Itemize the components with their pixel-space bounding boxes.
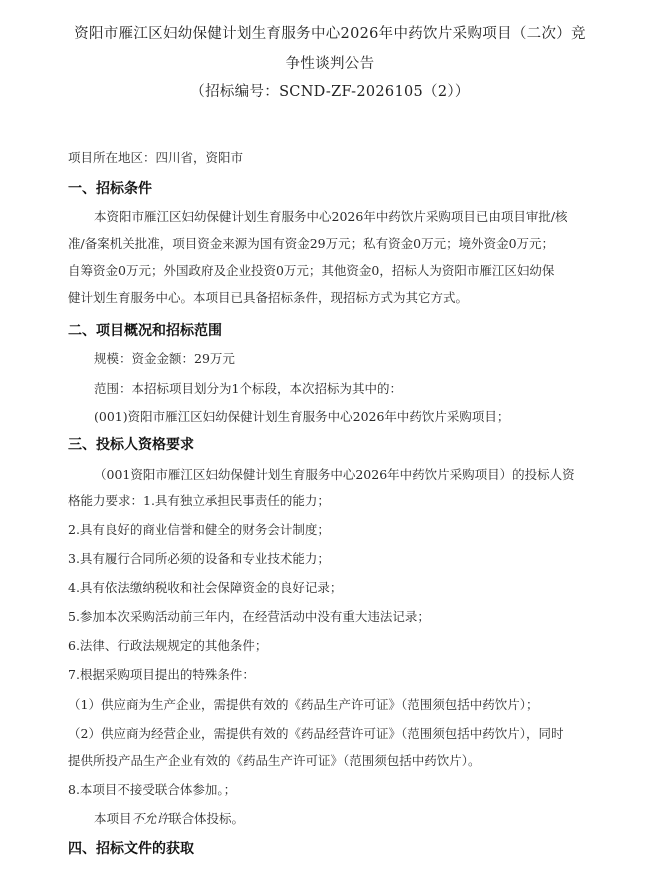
requirement-7-2-line-2: 提供所投产品生产企业有效的《药品生产许可证》（范围须包括中药饮片）。 [68,753,481,768]
consortium-note-post: 联合体投标。 [169,811,245,826]
section-3-heading: 三、投标人资格要求 [68,437,194,453]
qualification-intro-1: （001资阳市雁江区妇幼保健计划生育服务中心2026年中药饮片采购项目）的投标人资 [94,467,575,482]
lot-item: (001)资阳市雁江区妇幼保健计划生育服务中心2026年中药饮片采购项目； [94,409,510,424]
requirement-7-2-line-1: （2）供应商为经营企业，需提供有效的《药品经营许可证》（范围须包括中药饮片），同时 [68,726,564,741]
section-1-line-4: 健计划生育服务中心。本项目已具备招标条件，现招标方式为其它方式。 [68,290,469,305]
requirement-6: 6.法律、行政法规规定的其他条件； [68,638,268,653]
section-1-line-3: 自筹资金0万元；外国政府及企业投资0万元；其他资金0，招标人为资阳市雁江区妇幼保 [68,263,555,278]
section-4-heading: 四、招标文件的获取 [68,841,194,857]
project-location: 项目所在地区：四川省，资阳市 [68,150,244,165]
section-1-heading: 一、招标条件 [68,181,152,197]
consortium-note [94,810,634,828]
tender-number: （招标编号：SCND-ZF-2026105（2）） [190,84,470,100]
requirement-7-1: （1）供应商为生产企业，需提供有效的《药品生产许可证》（范围须包括中药饮片）； [68,697,539,712]
project-scale: 规模：资金金额：29万元 [94,351,235,366]
requirement-7: 7.根据采购项目提出的特殊条件： [68,667,255,682]
consortium-note-emphasis: 不允许 [131,811,170,826]
qualification-intro-2: 格能力要求：1.具有独立承担民事责任的能力； [68,493,330,508]
section-1-line-2: 准/备案机关批准，项目资金来源为国有资金29万元；私有资金0万元；境外资金0万元； [68,236,555,251]
document-title-line-2: 争性谈判公告 [285,56,375,72]
document-title-line-1: 资阳市雁江区妇幼保健计划生育服务中心2026年中药饮片采购项目（二次）竞 [74,26,586,42]
requirement-3: 3.具有履行合同所必须的设备和专业技术能力； [68,551,330,566]
requirement-4: 4.具有依法缴纳税收和社会保障资金的良好记录； [68,580,343,595]
project-scope: 范围：本招标项目划分为1个标段，本次招标为其中的： [94,381,402,396]
requirement-2: 2.具有良好的商业信誉和健全的财务会计制度； [68,522,330,537]
section-2-heading: 二、项目概况和招标范围 [68,323,222,339]
requirement-5: 5.参加本次采购活动前三年内，在经营活动中没有重大违法记录； [68,609,430,624]
requirement-8: 8.本项目不接受联合体参加。； [68,782,237,797]
consortium-note-pre: 本项目 [94,811,132,826]
section-1-line-1: 本资阳市雁江区妇幼保健计划生育服务中心2026年中药饮片采购项目已由项目审批/核 [94,209,568,224]
